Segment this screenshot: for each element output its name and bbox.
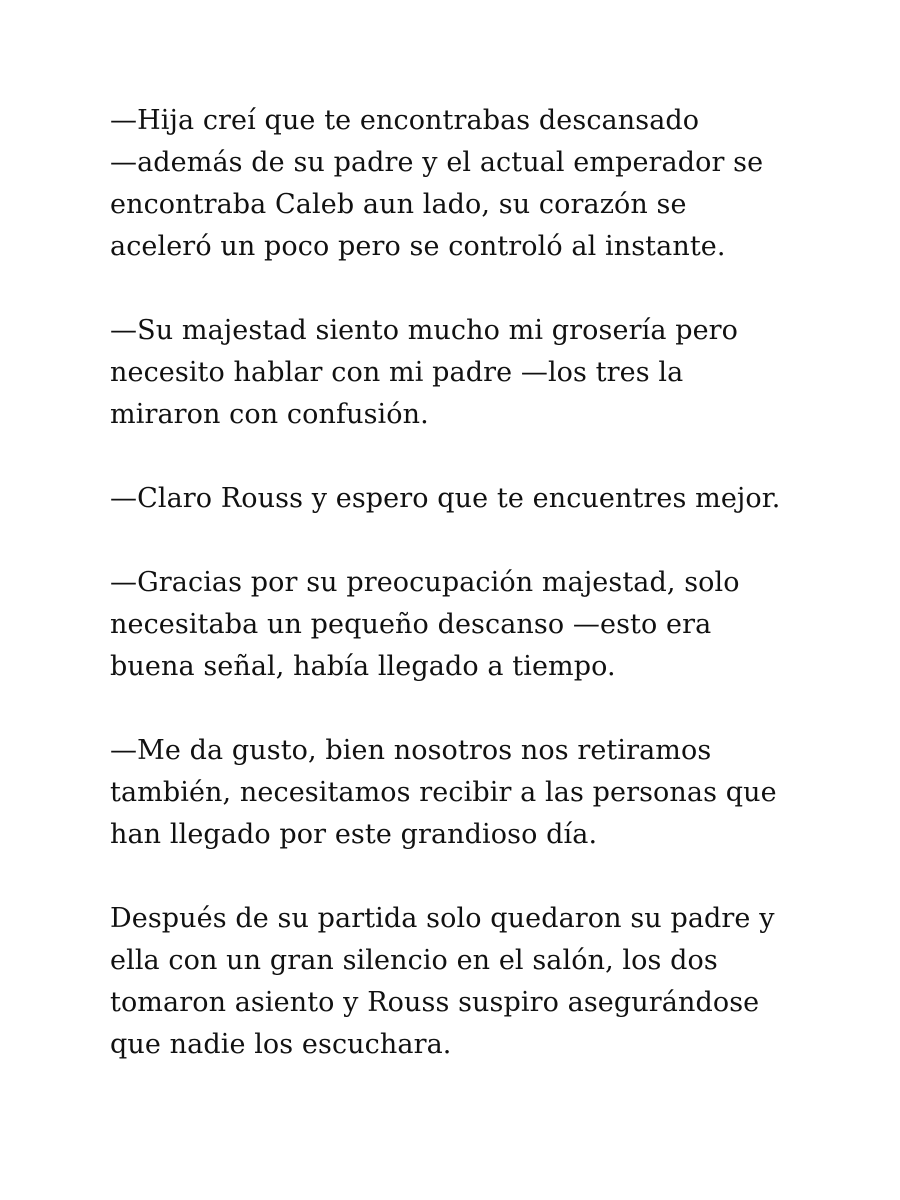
text-line: —Me da gusto, bien nosotros nos retiramos [110,735,712,766]
paragraph-3 [110,478,810,520]
text-line: —además de su padre y el actual emperador se [110,147,764,178]
paragraph-6 [110,898,810,1066]
text-line: necesitaba un pequeño descanso —esto era [110,609,712,640]
text-line: buena señal, había llegado a tiempo. [110,651,616,682]
paragraph-1 [110,100,810,268]
story-text [110,100,810,1108]
text-line: Después de su partida solo quedaron su padre y [110,903,775,934]
paragraph-5 [110,730,810,856]
text-line: han llegado por este grandioso día. [110,819,598,850]
text-line: que nadie los escuchara. [110,1029,452,1060]
text-line: también, necesitamos recibir a las personas que [110,777,777,808]
text-line: —Su majestad siento mucho mi grosería pero [110,315,739,346]
paragraph-2 [110,310,810,436]
text-line: tomaron asiento y Rouss suspiro asegurándose [110,987,760,1018]
text-line: —Hija creí que te encontrabas descansado [110,105,700,136]
text-line: —Gracias por su preocupación majestad, solo [110,567,740,598]
text-line: necesito hablar con mi padre —los tres la [110,357,684,388]
text-line: aceleró un poco pero se controló al instante. [110,231,726,262]
text-line: ella con un gran silencio en el salón, los dos [110,945,718,976]
text-line: encontraba Caleb aun lado, su corazón se [110,189,687,220]
paragraph-4 [110,562,810,688]
text-line: —Claro Rouss y espero que te encuentres mejor. [110,483,781,514]
text-line: miraron con confusión. [110,399,429,430]
